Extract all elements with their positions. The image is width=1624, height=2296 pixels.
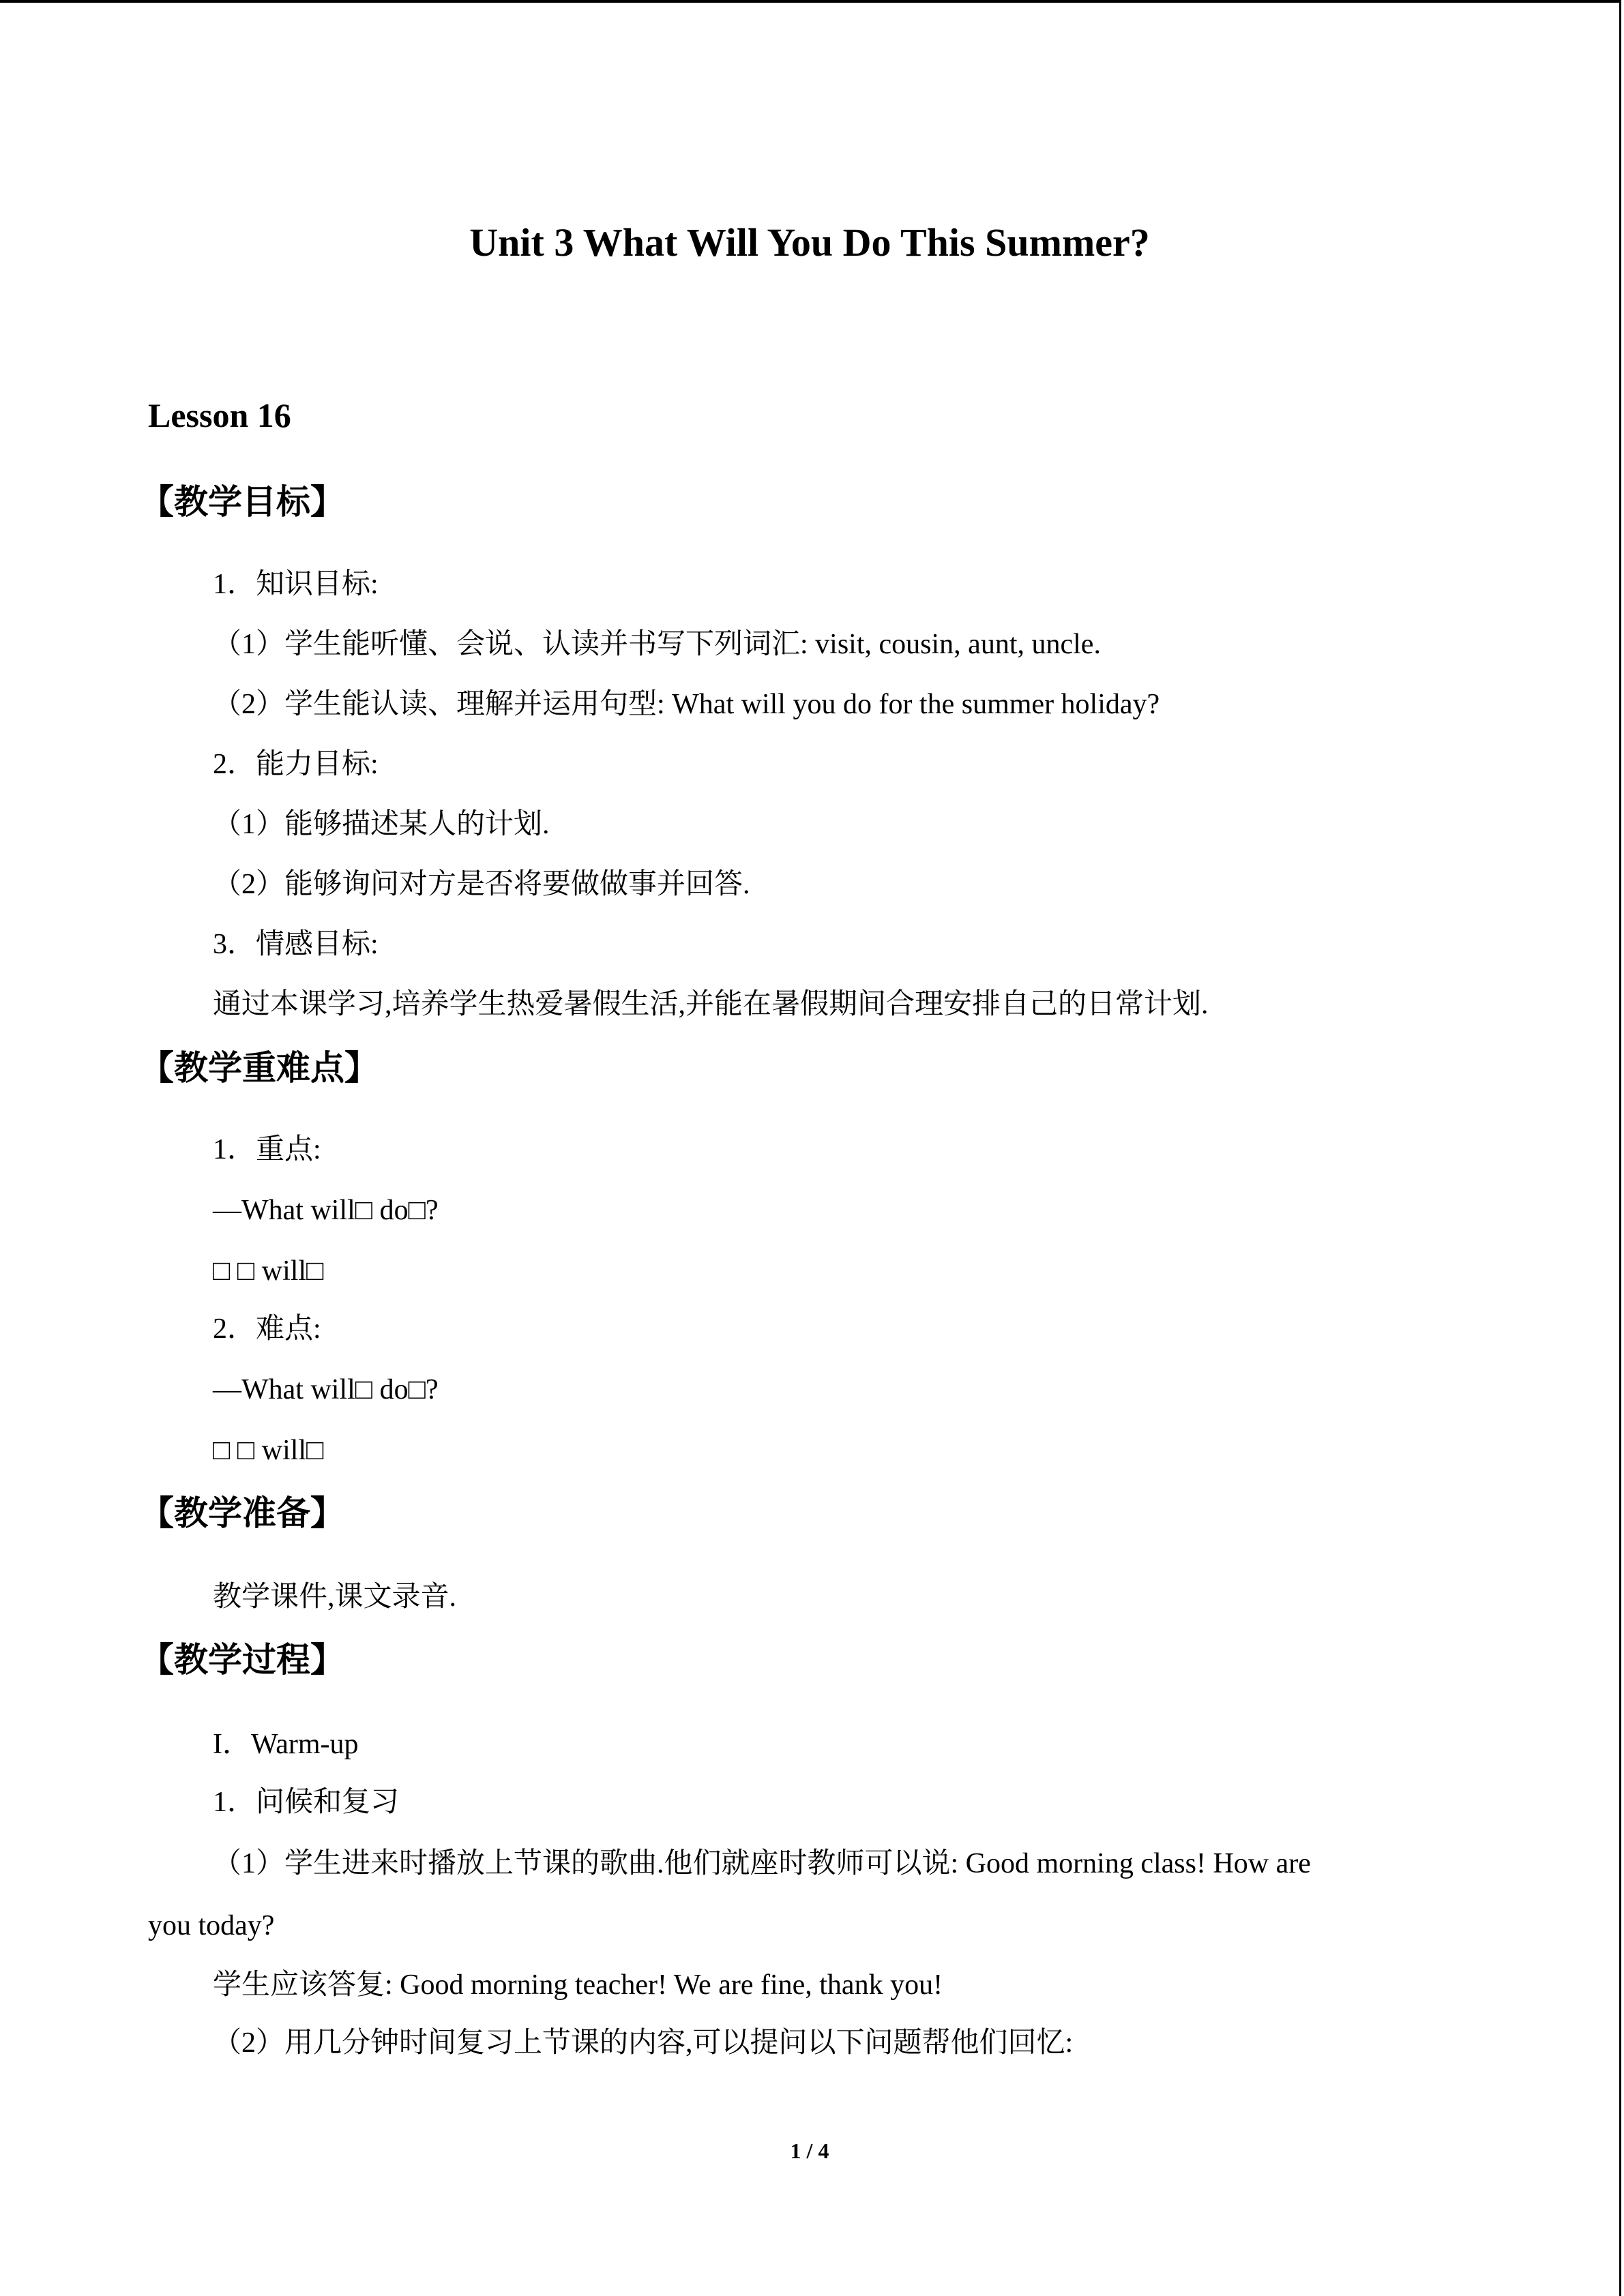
- section-heading-preparation: 【教学准备】: [140, 1493, 344, 1533]
- objective-line: 2．能力目标:: [213, 749, 379, 780]
- lesson-label: Lesson 16: [148, 396, 291, 434]
- objective-line: 3．情感目标:: [213, 929, 379, 960]
- objective-line: 1．知识目标:: [213, 569, 379, 600]
- section-heading-key-points: 【教学重难点】: [140, 1048, 379, 1088]
- process-line: 1．问候和复习: [213, 1787, 400, 1818]
- process-line: （1）学生进来时播放上节课的歌曲.他们就座时教师可以说: Good morning class! How are: [213, 1848, 1311, 1879]
- process-line: I．Warm-up: [213, 1729, 359, 1760]
- objective-line: （2）能够询问对方是否将要做做事并回答.: [213, 869, 750, 900]
- objective-line: （1）学生能听懂、会说、认读并书写下列词汇: visit, cousin, aunt, uncle.: [213, 629, 1101, 660]
- objective-line: 通过本课学习,培养学生热爱暑假生活,并能在暑假期间合理安排自己的日常计划.: [213, 989, 1209, 1020]
- key-point-line: 1．重点:: [213, 1134, 321, 1165]
- preparation-line: 教学课件,课文录音.: [213, 1581, 457, 1613]
- document-title: Unit 3 What Will You Do This Summer?: [469, 220, 1150, 265]
- key-point-line: □ □ will□: [213, 1255, 324, 1287]
- process-line: you today?: [148, 1910, 275, 1941]
- process-line: （2）用几分钟时间复习上节课的内容,可以提问以下问题帮他们回忆:: [213, 2027, 1074, 2059]
- section-heading-objectives: 【教学目标】: [140, 482, 344, 522]
- key-point-line: 2．难点:: [213, 1313, 321, 1345]
- process-line: 学生应该答复: Good morning teacher! We are fine, thank you!: [213, 1969, 943, 2001]
- objective-line: （2）学生能认读、理解并运用句型: What will you do for the summer holiday?: [213, 689, 1160, 720]
- objective-line: （1）能够描述某人的计划.: [213, 809, 550, 840]
- section-heading-process: 【教学过程】: [140, 1640, 344, 1680]
- key-point-line: —What will□ do□?: [213, 1374, 439, 1405]
- key-point-line: —What will□ do□?: [213, 1195, 439, 1226]
- key-point-line: □ □ will□: [213, 1435, 324, 1466]
- page-number: 1 / 4: [790, 2138, 829, 2163]
